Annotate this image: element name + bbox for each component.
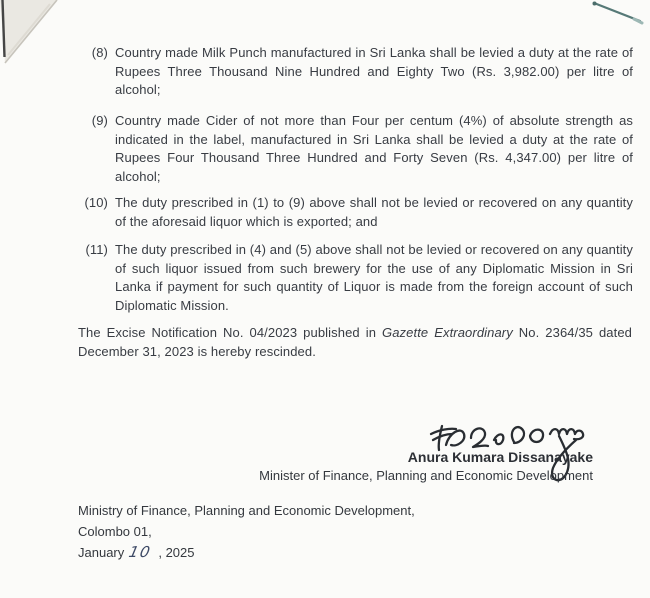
footer-address-block xyxy=(78,501,415,564)
rescission-text-end: No. 2364/35 dated December 31, 2023 is hereby rescinded. xyxy=(78,325,633,359)
clause-10-text: The duty prescribed in (1) to (9) above shall not be levied or recovered on any quantity of the aforesaid liquor which is exported; and xyxy=(115,195,633,229)
clause-9 xyxy=(91,112,633,186)
signatory-title: Minister of Finance, Planning and Economic Development xyxy=(259,468,593,483)
signatory-name: Anura Kumara Dissanayake xyxy=(407,449,593,465)
footer-date-line xyxy=(78,542,415,564)
clause-9-text: Country made Cider of not more than Four per centum (4%) of absolute strength as indicated in the label, manufactured in Sri Lanka shall be levied a duty at the rate of Rupees Four Thousand Three Hundred and Forty Seven (Rs. 4,347.00) per litre of alcohol; xyxy=(115,113,633,184)
date-month: January xyxy=(78,545,125,560)
clause-11 xyxy=(85,241,633,315)
rescission-paragraph xyxy=(78,324,632,361)
clause-8-text: Country made Milk Punch manufactured in Sri Lanka shall be levied a duty at the rate of Rupees Three Thousand Nine Hundred and Eighty Two (Rs. 3,982.00) per litre of alcohol; xyxy=(115,45,633,98)
gazette-title-italic: Gazette Extraordinary xyxy=(382,325,513,340)
clause-8 xyxy=(91,44,633,100)
signature-block xyxy=(259,448,593,485)
staple-mark-icon xyxy=(590,0,646,30)
date-year: , 2025 xyxy=(158,545,195,560)
rescission-text-start: The Excise Notification No. 04/2023 published in xyxy=(78,325,383,340)
page-corner-fold-icon xyxy=(0,0,70,70)
footer-ministry-line: Ministry of Finance, Planning and Economic Development, xyxy=(78,503,415,518)
clause-8-number: (8) xyxy=(91,45,108,60)
clause-10-number: (10) xyxy=(84,195,108,210)
handwritten-date-day: 10 xyxy=(127,543,154,561)
footer-city-line: Colombo 01, xyxy=(78,523,152,539)
clause-11-number: (11) xyxy=(85,242,108,257)
clause-10 xyxy=(84,194,633,231)
clause-9-number: (9) xyxy=(91,113,108,128)
clause-11-text: The duty prescribed in (4) and (5) above shall not be levied or recovered on any quantity of such liquor issued from such brewery for the use of any Diplomatic Mission in Sri Lanka if payment for such quantity of Liquor is made from the foreign account of such Diplomatic Mission. xyxy=(115,242,633,313)
